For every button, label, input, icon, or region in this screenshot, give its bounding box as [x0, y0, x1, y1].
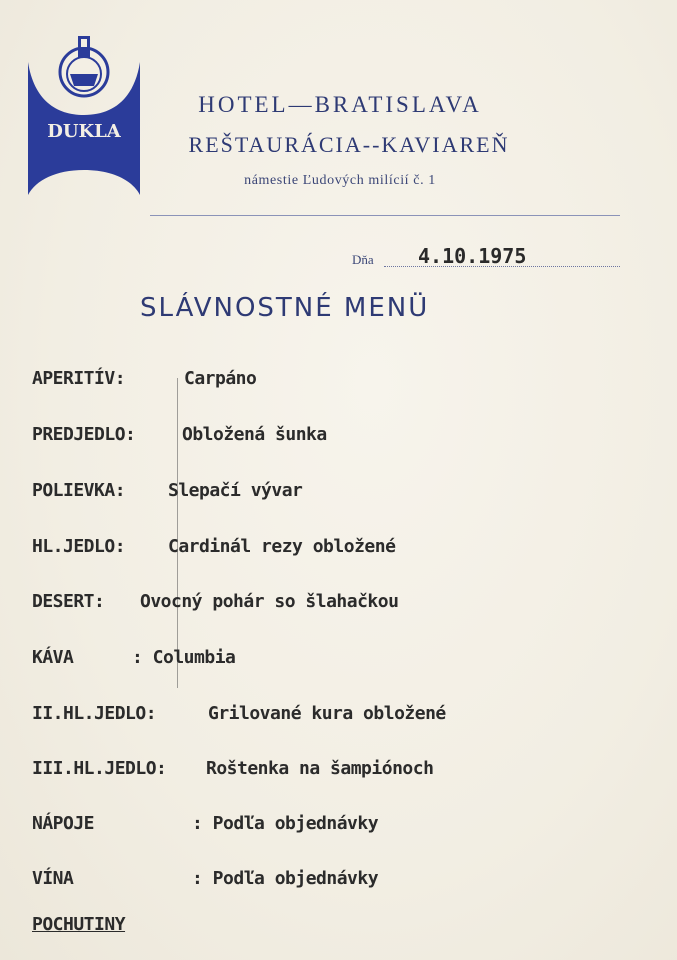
course-label: NÁPOJE: [32, 813, 95, 834]
course-label: APERITÍV:: [32, 368, 126, 389]
course-label: III.HL.JEDLO:: [32, 758, 167, 779]
course-label: VÍNA: [32, 868, 74, 889]
course-row: [32, 424, 327, 452]
hotel-subtitle: REŠTAURÁCIA--KAVIAREŇ: [188, 132, 510, 157]
logo-text: DUKLA: [47, 121, 121, 142]
course-value: Carpáno: [184, 368, 257, 389]
course-row: [32, 647, 236, 675]
course-label: POCHUTINY: [32, 914, 126, 935]
course-value: Slepačí vývar: [168, 480, 303, 501]
course-label: HL.JEDLO:: [32, 536, 126, 557]
course-label: DESERT:: [32, 591, 105, 612]
date-label: Dňa: [352, 252, 374, 267]
course-row: [32, 591, 399, 619]
course-row: [32, 914, 125, 942]
header-divider: [150, 215, 620, 216]
course-value: Obložená šunka: [182, 424, 327, 445]
course-row: [32, 536, 396, 564]
course-row: [32, 703, 446, 731]
typewriter-margin-line: [177, 378, 178, 688]
course-row: [32, 813, 379, 841]
course-label: KÁVA: [32, 647, 74, 668]
course-value: : Podľa objednávky: [192, 868, 379, 889]
course-value: Grilované kura obložené: [208, 703, 446, 724]
course-label: PREDJEDLO:: [32, 424, 136, 445]
course-value: Cardinál rezy obložené: [168, 536, 396, 557]
course-value: : Podľa objednávky: [192, 813, 379, 834]
course-row: [32, 368, 257, 396]
course-row: [32, 758, 434, 786]
hotel-name: HOTEL—BRATISLAVA: [198, 92, 482, 117]
dukla-logo: [26, 30, 142, 195]
course-row: [32, 868, 379, 896]
hotel-address: námestie Ľudových milícií č. 1: [244, 173, 436, 188]
course-label: II.HL.JEDLO:: [32, 703, 157, 724]
course-value: Roštenka na šampiónoch: [206, 758, 434, 779]
course-row: [32, 480, 303, 508]
date-value: 4.10.1975: [418, 244, 527, 268]
course-value: Ovocný pohár so šlahačkou: [140, 591, 399, 612]
menu-title: SLÁVNOSTNÉ MENÜ: [140, 293, 430, 323]
course-label: POLIEVKA:: [32, 480, 126, 501]
course-value: : Columbia: [132, 647, 236, 668]
